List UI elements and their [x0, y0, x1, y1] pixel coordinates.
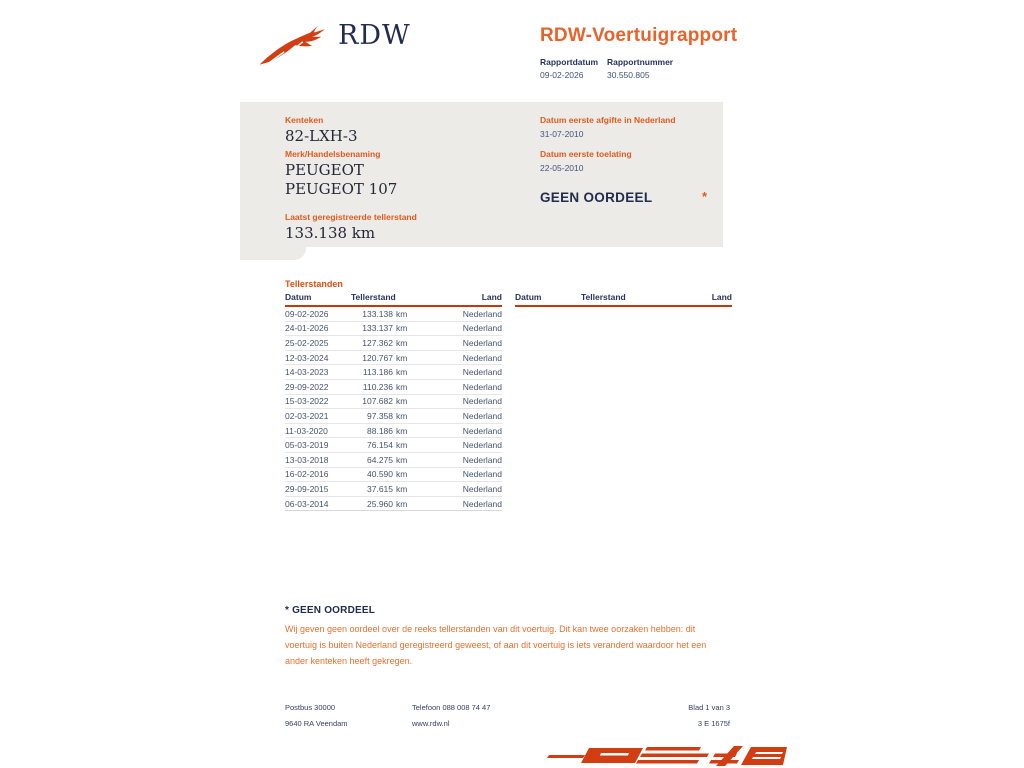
footer-address-line2: 9640 RA Veendam: [285, 719, 348, 728]
cell-land: Nederland: [462, 381, 502, 392]
table-row: [285, 468, 502, 483]
cell-datum: 12-03-2024: [285, 352, 329, 363]
cell-datum: 13-03-2018: [285, 454, 329, 465]
table-row: [285, 438, 502, 453]
footer-contact: [412, 700, 490, 732]
cell-tellerstand: 113.186 km: [362, 367, 408, 378]
cell-land: Nederland: [462, 425, 502, 436]
table-header-row: [515, 292, 732, 307]
report-date-label: Rapportdatum: [540, 57, 599, 67]
tellerstanden-table-right: [515, 292, 732, 307]
laatste-tellerstand-block: [285, 212, 485, 243]
cell-tellerstand: 133.137 km: [362, 323, 408, 334]
afgifte-label: Datum eerste afgifte in Nederland: [540, 115, 676, 125]
cell-land: Nederland: [462, 454, 502, 465]
cell-datum: 16-02-2016: [285, 469, 329, 480]
table-header-row: [285, 292, 502, 307]
cell-land: Nederland: [462, 396, 502, 407]
column-header-tellerstand: Tellerstand: [581, 292, 626, 302]
cell-land: Nederland: [462, 367, 502, 378]
table-row: [285, 380, 502, 395]
column-header-datum: Datum: [515, 292, 542, 302]
kenteken-label: Kenteken: [285, 115, 324, 125]
cell-datum: 11-03-2020: [285, 425, 328, 436]
cell-tellerstand: 110.236 km: [362, 381, 408, 392]
cell-datum: 02-03-2021: [285, 410, 329, 421]
table-row: [285, 351, 502, 366]
cell-tellerstand: 40.590 km: [367, 469, 408, 480]
cell-tellerstand: 37.615 km: [367, 483, 408, 494]
kenteken-block: [285, 115, 455, 146]
verdict-asterisk: *: [702, 189, 708, 204]
tellerstanden-table-left: [285, 292, 502, 511]
footer-website: www.rdw.nl: [412, 719, 450, 728]
vehicle-summary-card-tab: [240, 246, 306, 260]
cell-tellerstand: 88.186 km: [367, 425, 408, 436]
table-row: [285, 424, 502, 439]
table-row: [285, 365, 502, 380]
table-row: [285, 497, 502, 512]
footer-address-line1: Postbus 30000: [285, 703, 336, 712]
cell-datum: 24-01-2026: [285, 323, 329, 334]
cell-land: Nederland: [462, 308, 502, 319]
rdw-logo-text: RDW: [338, 20, 411, 51]
toelating-block: [540, 149, 720, 173]
footer-address: [285, 700, 348, 732]
table-row: [285, 307, 502, 322]
table-row: [285, 409, 502, 424]
cell-datum: 06-03-2014: [285, 498, 329, 509]
afgifte-value: 31-07-2010: [540, 129, 584, 139]
footnote-title: * GEEN OORDEEL: [285, 605, 376, 616]
afgifte-block: [540, 115, 720, 139]
cell-tellerstand: 107.682 km: [362, 396, 408, 407]
report-date-block: [540, 57, 598, 80]
tellerstanden-section-title: Tellerstanden: [285, 279, 343, 289]
cell-land: Nederland: [462, 323, 502, 334]
table-row: [285, 482, 502, 497]
cell-tellerstand: 120.767 km: [362, 352, 408, 363]
cell-land: Nederland: [462, 352, 502, 363]
cell-tellerstand: 133.138 km: [362, 308, 408, 319]
toelating-value: 22-05-2010: [540, 163, 584, 173]
toelating-label: Datum eerste toelating: [540, 149, 632, 159]
cell-land: Nederland: [462, 410, 502, 421]
footnote-body: Wij geven geen oordeel over de reeks tellerstanden van dit voertuig. Dit kan twee oorzaken hebben: dit voertuig is buiten Nederland geregistreerd geweest, of aan dit voertuig is iets veranderd waardoor het een ander kenteken heeft gekregen.: [285, 624, 707, 666]
laatste-tellerstand-label: Laatst geregistreerde tellerstand: [285, 212, 417, 222]
table-row: [285, 322, 502, 337]
report-date-value: 09-02-2026: [540, 70, 584, 80]
footer-phone: Telefoon 088 008 74 47: [412, 703, 491, 712]
cell-land: Nederland: [462, 498, 502, 509]
cell-tellerstand: 25.960 km: [367, 498, 408, 509]
footer-page-info: [610, 700, 730, 732]
cell-tellerstand: 127.362 km: [362, 337, 408, 348]
cell-datum: 05-03-2019: [285, 440, 329, 451]
footnote-block: [285, 605, 709, 669]
table-row: [285, 395, 502, 410]
footer-page-number: Blad 1 van 3: [688, 703, 730, 712]
report-number-label: Rapportnummer: [607, 57, 674, 67]
column-header-datum: Datum: [285, 292, 312, 302]
column-header-land: Land: [481, 292, 502, 302]
merk-label: Merk/Handelsbenaming: [285, 149, 381, 159]
table-body: [285, 307, 502, 511]
cell-land: Nederland: [462, 440, 502, 451]
cell-datum: 29-09-2015: [285, 483, 329, 494]
cell-datum: 15-03-2022: [285, 396, 329, 407]
footer-form-code: 3 E 1675f: [697, 719, 730, 728]
kenteken-value: 82-LXH-3: [285, 127, 358, 145]
cell-land: Nederland: [462, 469, 502, 480]
report-number-block: [607, 57, 673, 80]
report-number-value: 30.550.805: [607, 70, 650, 80]
cell-datum: 29-09-2022: [285, 381, 329, 392]
cell-datum: 25-02-2025: [285, 337, 329, 348]
table-row: [285, 336, 502, 351]
column-header-tellerstand: Tellerstand: [351, 292, 396, 302]
page-title: RDW-Voertuigrapport: [540, 25, 738, 46]
cell-tellerstand: 76.154 km: [367, 440, 408, 451]
cell-tellerstand: 97.358 km: [367, 410, 408, 421]
cell-tellerstand: 64.275 km: [367, 454, 408, 465]
rdw-stripes-graphic-icon: [543, 744, 787, 768]
column-header-land: Land: [711, 292, 732, 302]
cell-land: Nederland: [462, 483, 502, 494]
laatste-tellerstand-value: 133.138 km: [285, 224, 376, 242]
cell-datum: 09-02-2026: [285, 308, 329, 319]
merk-block: [285, 149, 435, 199]
cell-land: Nederland: [462, 337, 502, 348]
verdict-text: GEEN OORDEEL: [540, 190, 653, 205]
table-row: [285, 453, 502, 468]
merk-value: PEUGEOT PEUGEOT 107: [285, 161, 398, 198]
rdw-logo-icon: [258, 22, 334, 70]
cell-datum: 14-03-2023: [285, 367, 329, 378]
